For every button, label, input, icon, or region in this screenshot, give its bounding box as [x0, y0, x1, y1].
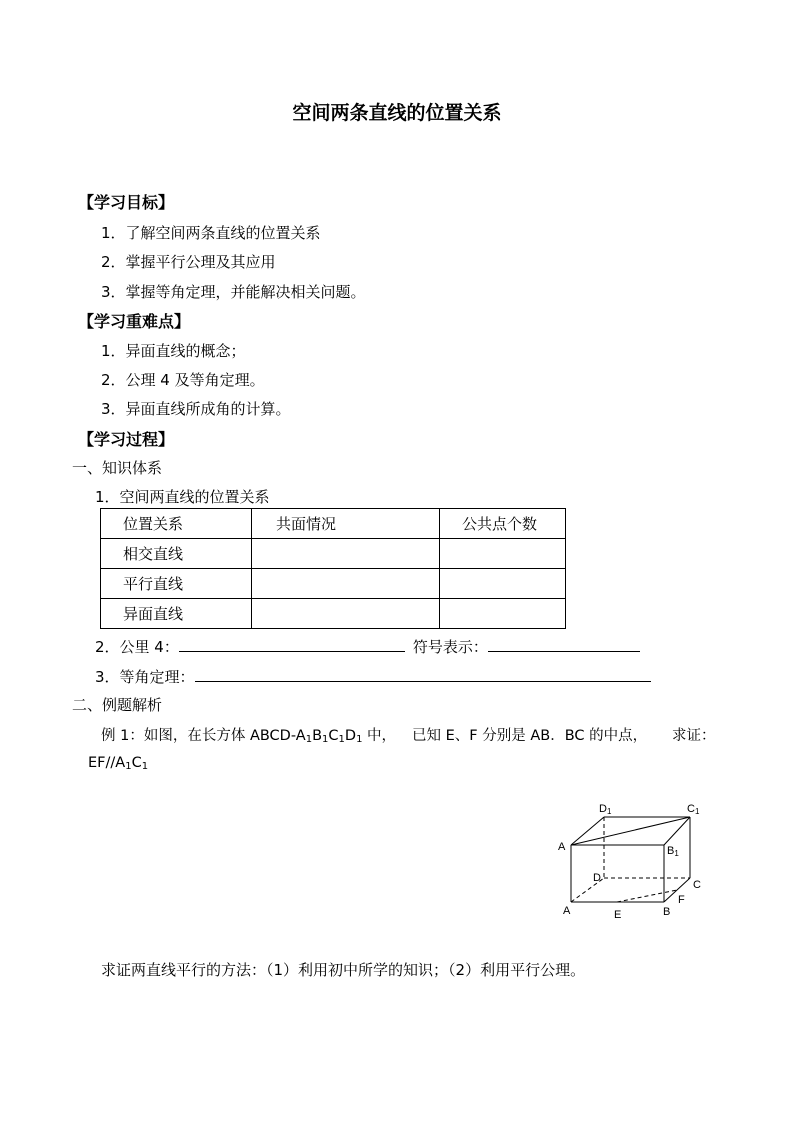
table-cell: 平行直线: [101, 569, 252, 599]
example-line-1: [101, 724, 396, 745]
label-e: E: [614, 909, 622, 921]
method-text: 求证两直线平行的方法：（1）利用初中所学的知识；（2）利用平行公理。: [101, 961, 586, 979]
example-text: B: [312, 728, 323, 744]
process-heading: 【学习过程】: [78, 430, 175, 449]
axiom4-line: [95, 636, 640, 657]
table-cell-empty: [440, 599, 566, 629]
part2-heading: 二、例题解析: [72, 696, 163, 714]
subscript: 1: [338, 734, 345, 745]
example-line-2: [88, 755, 148, 772]
label-d1: D1: [599, 803, 612, 816]
equal-angle-label: 3．等角定理：: [95, 668, 195, 686]
table-header-row: [101, 509, 566, 539]
example-prove: 求证：: [672, 728, 716, 744]
example-text: C: [131, 755, 142, 771]
example-text: D: [344, 728, 357, 744]
label-f: F: [678, 894, 685, 906]
objective-item: 3．掌握等角定理，并能解决相关问题。: [101, 283, 366, 301]
edge-b1c1: [664, 817, 690, 845]
axiom4-blank[interactable]: [179, 637, 405, 652]
label-b1: B1: [667, 845, 679, 858]
table-row: [101, 569, 566, 599]
example-text: 中，: [362, 728, 397, 744]
equal-angle-line: [95, 666, 651, 687]
table-cell-empty: [440, 539, 566, 569]
table-header: 共面情况: [252, 509, 440, 539]
equal-angle-blank[interactable]: [195, 667, 651, 682]
table-row: [101, 599, 566, 629]
objectives-heading: 【学习目标】: [78, 193, 175, 212]
key-point-item: 3．异面直线所成角的计算。: [101, 400, 291, 418]
page-title: 空间两条直线的位置关系: [292, 102, 502, 124]
table-header: 公共点个数: [440, 509, 566, 539]
part1-heading: 一、知识体系: [72, 459, 163, 477]
diagonal-a1c1: [571, 817, 690, 845]
table-cell: 异面直线: [101, 599, 252, 629]
key-point-item: 1．异面直线的概念；: [101, 342, 246, 360]
example-known: 已知 E、F 分别是 AB．BC 的中点，: [412, 728, 648, 744]
table-cell-empty: [252, 599, 440, 629]
key-point-item: 2．公理 4 及等角定理。: [101, 371, 265, 389]
segment-ef-hidden: [617, 890, 677, 902]
example-text: C: [328, 728, 339, 744]
label-a1: A: [558, 841, 566, 853]
symbol-label: 符号表示：: [412, 638, 488, 656]
table-cell-empty: [252, 569, 440, 599]
label-a: A: [563, 905, 571, 917]
label-c1: C1: [687, 803, 700, 816]
example-text: 例 1：如图，在长方体 ABCD-A: [101, 728, 306, 744]
table-cell-empty: [252, 539, 440, 569]
subscript: 1: [356, 734, 363, 745]
table-cell: 相交直线: [101, 539, 252, 569]
symbol-blank[interactable]: [488, 637, 640, 652]
subscript: 1: [141, 761, 149, 772]
label-b: B: [663, 906, 671, 918]
objective-item: 2．掌握平行公理及其应用: [101, 253, 276, 271]
subscript: 1: [322, 734, 329, 745]
table-row: [101, 539, 566, 569]
example-text: EF//A: [88, 755, 126, 771]
subscript: 1: [305, 734, 313, 745]
relation-table: [100, 508, 566, 629]
edge-bc: [664, 878, 690, 902]
objective-item: 1．了解空间两条直线的位置关系: [101, 224, 321, 242]
key-points-heading: 【学习重难点】: [78, 312, 191, 331]
sub1-heading: 1．空间两直线的位置关系: [95, 488, 270, 506]
table-header: 位置关系: [101, 509, 252, 539]
subscript: 1: [125, 761, 132, 772]
cuboid-figure: [550, 795, 720, 925]
axiom4-label: 2．公里 4：: [95, 638, 179, 656]
table-cell-empty: [440, 569, 566, 599]
label-d: D: [593, 872, 601, 884]
label-c: C: [693, 879, 701, 891]
